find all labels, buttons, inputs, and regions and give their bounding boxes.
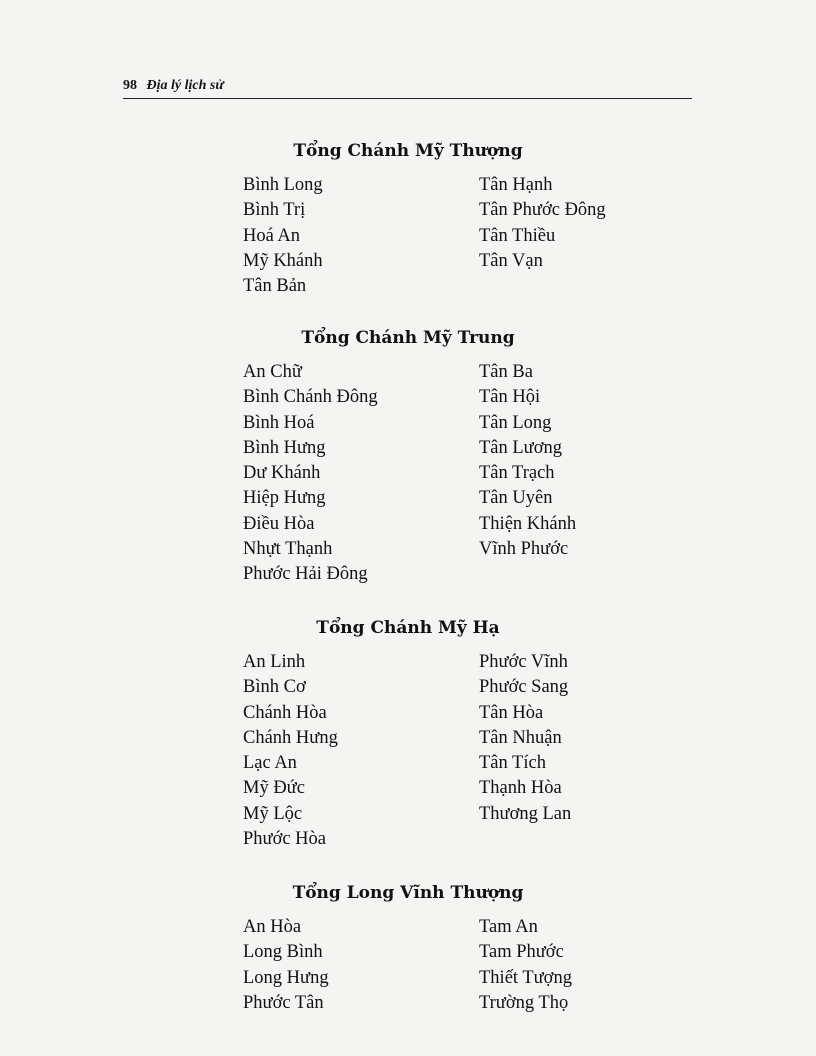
list-item: Bình Hoá — [243, 412, 315, 433]
list-item: Tam An — [479, 917, 538, 937]
page-number: 98 — [123, 78, 137, 93]
list-item: Lạc An — [243, 753, 297, 774]
list-item: Tân Hòa — [479, 702, 544, 723]
list-item: Phước Vĩnh — [479, 652, 568, 672]
list-item: Tân Trạch — [479, 463, 555, 484]
list-item: Bình Cơ — [243, 677, 306, 698]
section-title: Tổng Chánh Mỹ Trung — [301, 328, 515, 348]
list-item: Tân Bản — [243, 276, 307, 297]
list-item: Tân Hạnh — [479, 175, 553, 195]
left-column — [243, 173, 323, 299]
list-item: Thương Lan — [479, 803, 572, 824]
list-item: Tân Vạn — [479, 250, 543, 271]
list-item: Tam Phước — [479, 942, 564, 963]
list-item: Tân Uyên — [479, 488, 553, 509]
list-item: Bình Long — [243, 175, 323, 195]
section-title: Tổng Chánh Mỹ Thượng — [293, 141, 523, 161]
list-item: Điều Hòa — [243, 513, 315, 534]
list-item: Thạnh Hòa — [479, 778, 562, 799]
list-item: Long Hưng — [243, 967, 329, 988]
list-item: Tân Hội — [479, 387, 541, 408]
book-title: Địa lý lịch sử — [146, 78, 224, 93]
right-column — [479, 650, 571, 827]
list-item: Tân Tích — [479, 753, 546, 774]
list-item: Tân Nhuận — [479, 727, 562, 748]
list-item: Bình Hưng — [243, 437, 326, 458]
section-title: Tổng Long Vĩnh Thượng — [292, 883, 524, 903]
list-item: Thiện Khánh — [479, 513, 577, 534]
list-item: Mỹ Lộc — [243, 803, 303, 824]
list-item: Phước Hòa — [243, 829, 327, 850]
list-item: Mỹ Đức — [243, 778, 305, 799]
right-column — [479, 915, 572, 1016]
list-item: Trường Thọ — [479, 992, 569, 1013]
list-item: Mỹ Khánh — [243, 250, 323, 271]
list-item: Vĩnh Phước — [479, 539, 569, 560]
running-header — [123, 76, 692, 99]
list-item: Phước Hải Đông — [243, 564, 368, 585]
list-item: An Linh — [243, 652, 306, 672]
section-title: Tổng Chánh Mỹ Hạ — [316, 618, 500, 638]
list-item: Dư Khánh — [243, 463, 321, 484]
list-item: Chánh Hưng — [243, 727, 338, 748]
right-column — [479, 173, 606, 274]
list-item: Hoá An — [243, 225, 301, 246]
list-item: Long Bình — [243, 942, 323, 963]
right-column — [479, 360, 576, 562]
list-item: Hiệp Hưng — [243, 488, 326, 509]
list-item: Tân Phước Đông — [479, 200, 606, 221]
list-item: Nhựt Thạnh — [243, 539, 333, 560]
list-item: Bình Chánh Đông — [243, 387, 378, 408]
left-column — [243, 915, 329, 1016]
list-item: Tân Lương — [479, 437, 562, 458]
list-item: Tân Thiều — [479, 225, 556, 246]
list-item: An Hòa — [243, 917, 302, 937]
list-item: Thiết Tượng — [479, 967, 572, 988]
left-column — [243, 360, 378, 588]
list-item: Tân Ba — [479, 362, 533, 382]
list-item: Phước Tân — [243, 992, 324, 1013]
list-item: Bình Trị — [243, 200, 306, 221]
list-item: An Chữ — [243, 362, 302, 382]
list-item: Chánh Hòa — [243, 702, 327, 723]
list-item: Tân Long — [479, 412, 552, 433]
list-item: Phước Sang — [479, 677, 569, 698]
left-column — [243, 650, 338, 852]
